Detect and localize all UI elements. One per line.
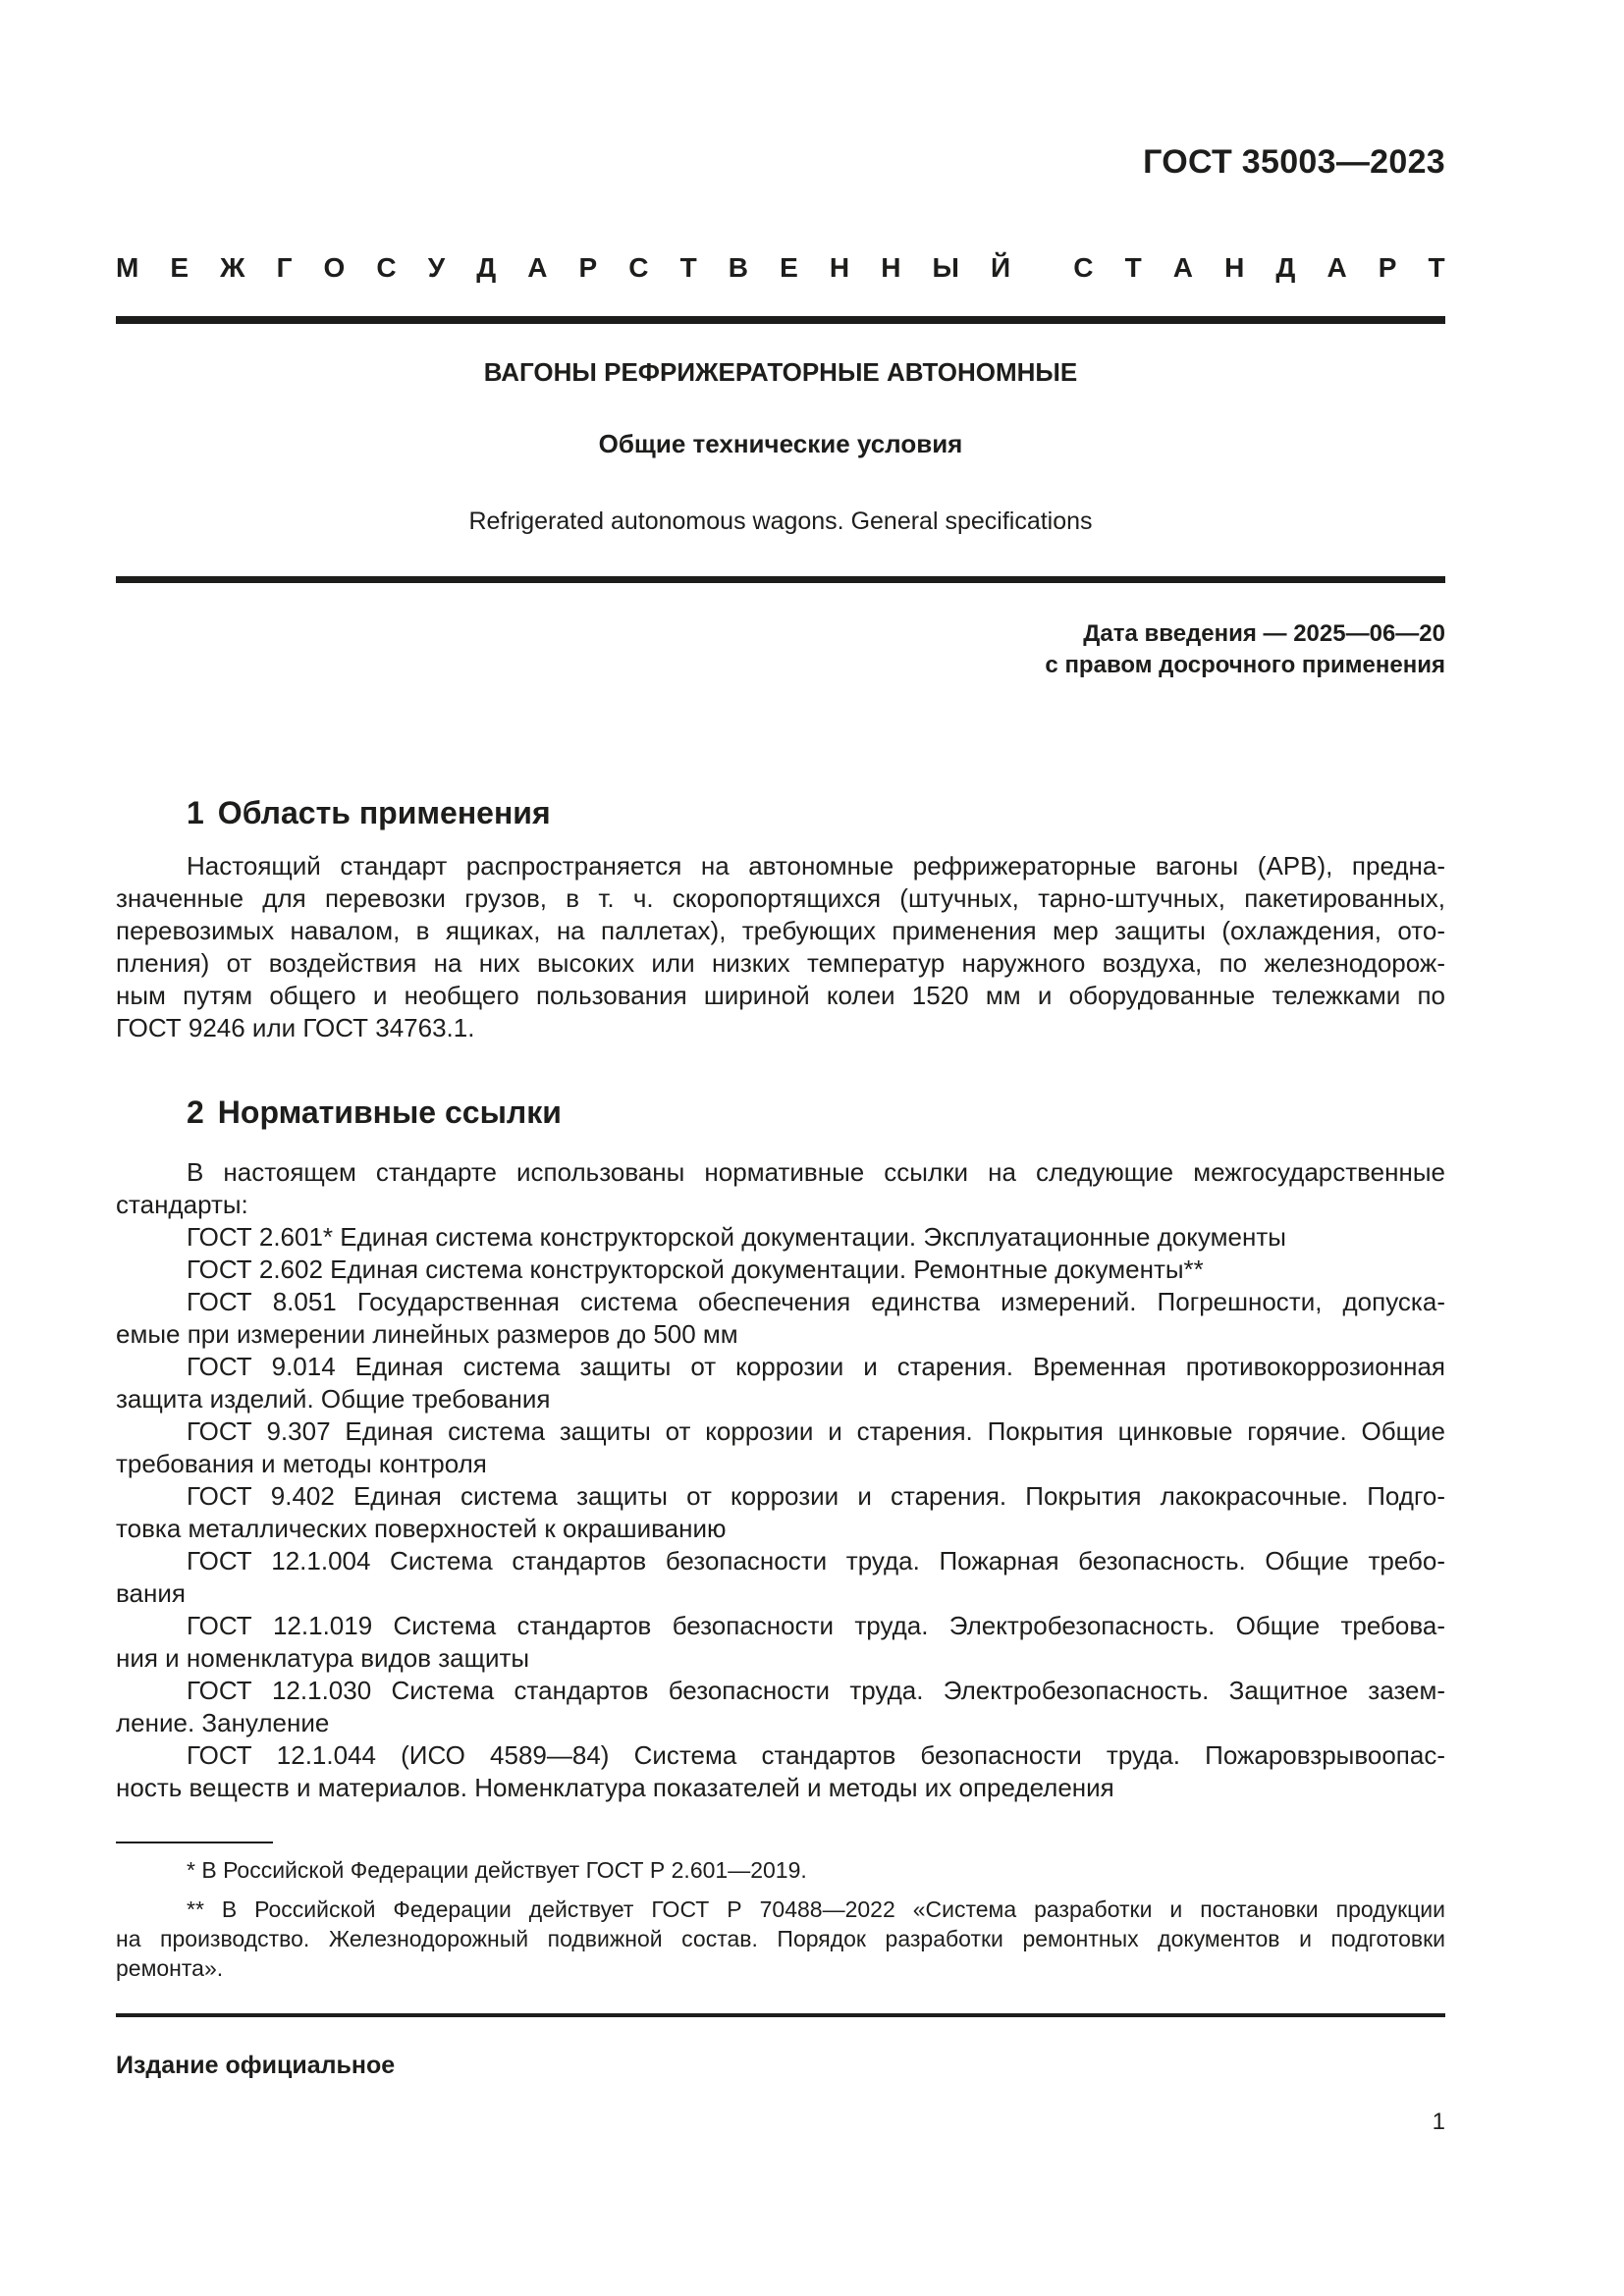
footnote-1: * В Российской Федерации действует ГОСТ Р 2.601—2019. [187, 1857, 807, 1883]
standard-type-letter: У [427, 252, 446, 283]
standard-type-letter: Ы [932, 252, 959, 283]
reference-line: ность веществ и материалов. Номенклатура показателей и методы их определения [116, 1773, 1114, 1802]
section-number: 2 [187, 1095, 204, 1130]
standard-type-letter: С [1073, 252, 1094, 283]
standard-type-letter: Р [1378, 252, 1397, 283]
reference-line: ГОСТ 12.1.030 Система стандартов безопасности труда. Электробезопасность. Защитное зазем- [187, 1676, 1445, 1705]
document-title-english: Refrigerated autonomous wagons. General specifications [468, 507, 1093, 535]
footnote-separator [116, 1842, 273, 1843]
footnotes [116, 1855, 1445, 1983]
footnote-2-line: ремонта». [116, 1955, 224, 1981]
standard-type-letter: Н [829, 252, 850, 283]
text-line: пления) от воздействия на них высоких или низких температур наружного воздуха, по железнодорож- [116, 948, 1445, 978]
introduction-date-block [1045, 618, 1445, 681]
reference-line: ГОСТ 12.1.044 (ИСО 4589—84) Система стандартов безопасности труда. Пожаровзрывоопас- [187, 1740, 1445, 1770]
standard-type-letter: М [116, 252, 139, 283]
standard-type-letter: Ж [220, 252, 245, 283]
reference-line: ГОСТ 12.1.004 Система стандартов безопасности труда. Пожарная безопасность. Общие требо- [187, 1546, 1445, 1575]
text-line: перевозимых навалом, в ящиках, на паллетах), требующих применения мер защиты (охлаждения, ото- [116, 916, 1445, 945]
section-2-text [116, 1156, 1445, 1804]
text-line: ным путям общего и необщего пользования шириной колеи 1520 мм и оборудованные тележками по [116, 981, 1445, 1010]
section-1-heading [187, 795, 551, 831]
standard-type-letter: Д [476, 252, 497, 283]
document-title: ВАГОНЫ РЕФРИЖЕРАТОРНЫЕ АВТОНОМНЫЕ [483, 357, 1078, 387]
reference-line: ГОСТ 9.014 Единая система защиты от коррозии и старения. Временная противокоррозионная [187, 1352, 1445, 1381]
reference-line: ГОСТ 2.602 Единая система конструкторской документации. Ремонтные документы** [187, 1255, 1204, 1284]
footnote-2-line: ** В Российской Федерации действует ГОСТ Р 70488—2022 «Система разработки и постановки продукции [187, 1896, 1445, 1922]
standard-type-letter: Р [578, 252, 598, 283]
standard-type-letter: А [1326, 252, 1347, 283]
text-line: В настоящем стандарте использованы нормативные ссылки на следующие межгосударственные [187, 1157, 1445, 1187]
page-number: 1 [1432, 2109, 1445, 2135]
reference-line: требования и методы контроля [116, 1449, 487, 1478]
standard-type-letter: С [376, 252, 397, 283]
section-number: 1 [187, 795, 204, 830]
document-number: ГОСТ 35003—2023 [1143, 143, 1445, 181]
standard-type-letter: Й [991, 252, 1011, 283]
reference-line: ГОСТ 12.1.019 Система стандартов безопасности труда. Электробезопасность. Общие требова- [187, 1611, 1445, 1640]
reference-line: ГОСТ 2.601* Единая система конструкторской документации. Эксплуатационные документы [187, 1222, 1286, 1252]
reference-line: ГОСТ 9.402 Единая система защиты от коррозии и старения. Покрытия лакокрасочные. Подго- [187, 1481, 1445, 1511]
introduction-date: Дата введения — 2025—06—20 [1083, 620, 1445, 647]
section-1-text [116, 850, 1445, 1044]
title-rule [116, 576, 1445, 583]
footnote-2-line: на производство. Железнодорожный подвижной состав. Порядок разработки ремонтных документов и подготовки [116, 1926, 1445, 1951]
standard-type-letter: О [323, 252, 346, 283]
standard-type-letter: Е [170, 252, 189, 283]
standard-type-letter: С [628, 252, 649, 283]
official-edition-label: Издание официальное [116, 2052, 396, 2079]
section-title: Область применения [217, 795, 551, 830]
early-application-note: с правом досрочного применения [1045, 652, 1445, 678]
standard-type-letter: Г [276, 252, 293, 283]
standard-type-letter: В [728, 252, 749, 283]
standard-type-letter: Д [1275, 252, 1296, 283]
reference-line: ление. Зануление [116, 1708, 330, 1737]
standard-type-letter: Н [881, 252, 901, 283]
text-line: значенные для перевозки грузов, в т. ч. скоропортящихся (штучных, тарно-штучных, пакетированных, [116, 883, 1445, 913]
reference-line: ГОСТ 8.051 Государственная система обеспечения единства измерений. Погрешности, допуска- [187, 1287, 1445, 1316]
standard-type-letter: Т [1124, 252, 1142, 283]
reference-line: защита изделий. Общие требования [116, 1384, 551, 1414]
header-rule [116, 316, 1445, 324]
reference-line: товка металлических поверхностей к окрашиванию [116, 1514, 727, 1543]
reference-line: емые при измерении линейных размеров до 500 мм [116, 1319, 738, 1349]
standard-type-letter: Т [679, 252, 697, 283]
document-subtitle: Общие технические условия [598, 429, 963, 458]
standard-type-letter: Е [780, 252, 798, 283]
standard-type-heading [116, 252, 1445, 284]
text-line: стандарты: [116, 1190, 248, 1219]
reference-line: вания [116, 1578, 186, 1608]
standard-type-letter: А [1172, 252, 1194, 283]
standard-type-letter: А [527, 252, 548, 283]
standard-type-letter: Т [1428, 252, 1445, 283]
text-line: Настоящий стандарт распространяется на автономные рефрижераторные вагоны (АРВ), предна- [187, 851, 1445, 881]
reference-line: ния и номенклатура видов защиты [116, 1643, 530, 1673]
section-title: Нормативные ссылки [217, 1095, 562, 1130]
section-2-heading [187, 1095, 562, 1131]
footer-rule [116, 2013, 1445, 2017]
standard-type-letter: Н [1224, 252, 1245, 283]
reference-line: ГОСТ 9.307 Единая система защиты от коррозии и старения. Покрытия цинковые горячие. Общие [187, 1416, 1445, 1446]
text-line: ГОСТ 9246 или ГОСТ 34763.1. [116, 1013, 475, 1042]
